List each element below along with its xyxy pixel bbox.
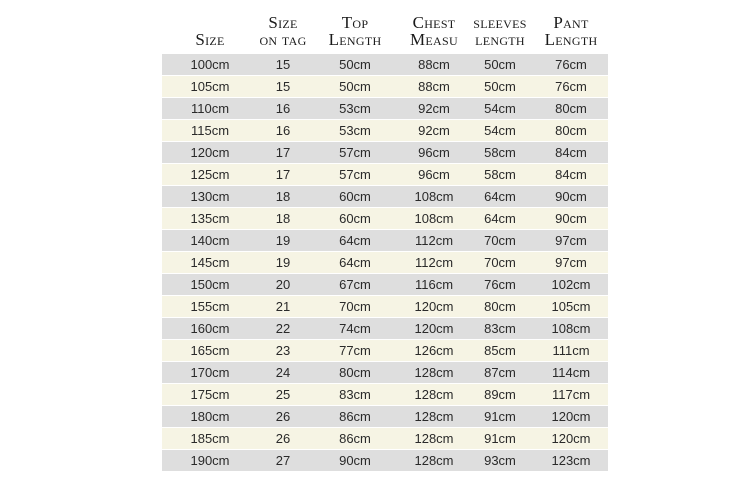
cell-chest-measure: 108cm [414, 188, 454, 204]
header-sleeves-length: sleeves length [473, 13, 527, 49]
cell-top-length: 50cm [339, 78, 371, 94]
cell-size: 165cm [190, 342, 230, 358]
cell-size: 150cm [190, 276, 230, 292]
cell-chest-measure: 128cm [414, 430, 454, 446]
cell-chest-measure: 128cm [414, 364, 454, 380]
cell-size: 110cm [190, 100, 230, 116]
cell-chest-measure: 112cm [414, 254, 454, 270]
table-row [162, 340, 608, 361]
table-row [162, 318, 608, 339]
cell-size: 180cm [190, 408, 230, 424]
cell-chest-measure: 88cm [418, 78, 450, 94]
table-row [162, 98, 608, 119]
table-row [162, 54, 608, 75]
table-row [162, 120, 608, 141]
cell-pant-length: 97cm [555, 232, 587, 248]
cell-size-on-tag: 24 [275, 364, 291, 380]
cell-sleeves-length: 50cm [484, 56, 516, 72]
cell-pant-length: 80cm [555, 122, 587, 138]
cell-size-on-tag: 25 [275, 386, 291, 402]
cell-pant-length: 76cm [555, 78, 587, 94]
cell-size-on-tag: 21 [275, 298, 291, 314]
cell-sleeves-length: 89cm [484, 386, 516, 402]
cell-size-on-tag: 20 [275, 276, 291, 292]
header-pant-length: Pant Length [544, 13, 598, 49]
cell-sleeves-length: 91cm [484, 408, 516, 424]
cell-top-length: 74cm [339, 320, 371, 336]
cell-top-length: 64cm [339, 254, 371, 270]
cell-top-length: 67cm [339, 276, 371, 292]
cell-chest-measure: 92cm [418, 122, 450, 138]
cell-size: 190cm [190, 452, 230, 468]
cell-size-on-tag: 18 [275, 188, 291, 204]
cell-chest-measure: 96cm [418, 144, 450, 160]
cell-chest-measure: 108cm [414, 210, 454, 226]
cell-top-length: 70cm [339, 298, 371, 314]
table-row [162, 274, 608, 295]
table-row [162, 142, 608, 163]
table-row [162, 428, 608, 449]
cell-sleeves-length: 58cm [484, 166, 516, 182]
cell-sleeves-length: 58cm [484, 144, 516, 160]
cell-size-on-tag: 19 [275, 254, 291, 270]
table-row [162, 208, 608, 229]
cell-chest-measure: 126cm [414, 342, 454, 358]
cell-pant-length: 108cm [551, 320, 591, 336]
cell-sleeves-length: 64cm [484, 188, 516, 204]
cell-pant-length: 80cm [555, 100, 587, 116]
table-header [162, 0, 608, 52]
cell-sleeves-length: 50cm [484, 78, 516, 94]
header-size: Size [195, 30, 225, 49]
cell-size: 125cm [190, 166, 230, 182]
cell-sleeves-length: 70cm [484, 232, 516, 248]
cell-size: 145cm [190, 254, 230, 270]
cell-top-length: 83cm [339, 386, 371, 402]
cell-size-on-tag: 26 [275, 430, 291, 446]
cell-sleeves-length: 87cm [484, 364, 516, 380]
cell-size-on-tag: 23 [275, 342, 291, 358]
cell-chest-measure: 120cm [414, 298, 454, 314]
cell-sleeves-length: 85cm [484, 342, 516, 358]
table-row [162, 76, 608, 97]
cell-sleeves-length: 80cm [484, 298, 516, 314]
cell-size: 135cm [190, 210, 230, 226]
cell-top-length: 57cm [339, 166, 371, 182]
cell-pant-length: 102cm [551, 276, 591, 292]
cell-chest-measure: 128cm [414, 408, 454, 424]
cell-top-length: 80cm [339, 364, 371, 380]
cell-pant-length: 97cm [555, 254, 587, 270]
cell-pant-length: 114cm [551, 364, 591, 380]
cell-chest-measure: 120cm [414, 320, 454, 336]
table-row [162, 384, 608, 405]
cell-size: 130cm [190, 188, 230, 204]
cell-size-on-tag: 27 [275, 452, 291, 468]
cell-top-length: 77cm [339, 342, 371, 358]
cell-chest-measure: 116cm [414, 276, 454, 292]
cell-size: 100cm [190, 56, 230, 72]
cell-sleeves-length: 93cm [484, 452, 516, 468]
cell-size: 115cm [190, 122, 230, 138]
table-row [162, 406, 608, 427]
cell-chest-measure: 92cm [418, 100, 450, 116]
cell-chest-measure: 128cm [414, 452, 454, 468]
table-row [162, 296, 608, 317]
cell-pant-length: 111cm [552, 342, 590, 358]
cell-chest-measure: 112cm [414, 232, 454, 248]
cell-size: 155cm [190, 298, 230, 314]
cell-top-length: 60cm [339, 188, 371, 204]
cell-size-on-tag: 17 [275, 166, 291, 182]
cell-size-on-tag: 18 [275, 210, 291, 226]
cell-size-on-tag: 16 [275, 100, 291, 116]
cell-pant-length: 84cm [555, 166, 587, 182]
cell-pant-length: 84cm [555, 144, 587, 160]
table-body [162, 54, 608, 471]
cell-top-length: 60cm [339, 210, 371, 226]
cell-pant-length: 117cm [551, 386, 591, 402]
cell-chest-measure: 88cm [418, 56, 450, 72]
cell-top-length: 53cm [339, 122, 371, 138]
size-chart-table [162, 0, 608, 472]
table-row [162, 252, 608, 273]
cell-pant-length: 120cm [551, 408, 591, 424]
header-chest-measure: Chest Measu [410, 13, 458, 49]
cell-size: 120cm [190, 144, 230, 160]
cell-pant-length: 120cm [551, 430, 591, 446]
table-row [162, 186, 608, 207]
cell-top-length: 86cm [339, 408, 371, 424]
cell-size-on-tag: 15 [275, 56, 291, 72]
cell-top-length: 64cm [339, 232, 371, 248]
table-row [162, 450, 608, 471]
cell-pant-length: 90cm [555, 188, 587, 204]
cell-chest-measure: 96cm [418, 166, 450, 182]
table-row [162, 164, 608, 185]
header-size-on-tag: Size on tag [259, 13, 307, 49]
cell-sleeves-length: 83cm [484, 320, 516, 336]
cell-sleeves-length: 70cm [484, 254, 516, 270]
cell-sleeves-length: 64cm [484, 210, 516, 226]
cell-size: 170cm [190, 364, 230, 380]
cell-size-on-tag: 22 [275, 320, 291, 336]
cell-size-on-tag: 26 [275, 408, 291, 424]
cell-sleeves-length: 76cm [484, 276, 516, 292]
cell-top-length: 53cm [339, 100, 371, 116]
cell-sleeves-length: 91cm [484, 430, 516, 446]
cell-size: 160cm [190, 320, 230, 336]
cell-top-length: 86cm [339, 430, 371, 446]
cell-sleeves-length: 54cm [484, 100, 516, 116]
cell-size: 105cm [190, 78, 230, 94]
cell-size: 175cm [190, 386, 230, 402]
cell-top-length: 90cm [339, 452, 371, 468]
cell-pant-length: 123cm [551, 452, 591, 468]
cell-size: 185cm [190, 430, 230, 446]
cell-size-on-tag: 15 [275, 78, 291, 94]
cell-chest-measure: 128cm [414, 386, 454, 402]
cell-size-on-tag: 16 [275, 122, 291, 138]
cell-size: 140cm [190, 232, 230, 248]
cell-sleeves-length: 54cm [484, 122, 516, 138]
cell-top-length: 57cm [339, 144, 371, 160]
cell-top-length: 50cm [339, 56, 371, 72]
cell-pant-length: 90cm [555, 210, 587, 226]
table-row [162, 230, 608, 251]
cell-pant-length: 105cm [551, 298, 591, 314]
cell-size-on-tag: 19 [275, 232, 291, 248]
table-row [162, 362, 608, 383]
cell-size-on-tag: 17 [275, 144, 291, 160]
cell-pant-length: 76cm [555, 56, 587, 72]
header-top-length: Top Length [328, 13, 382, 49]
